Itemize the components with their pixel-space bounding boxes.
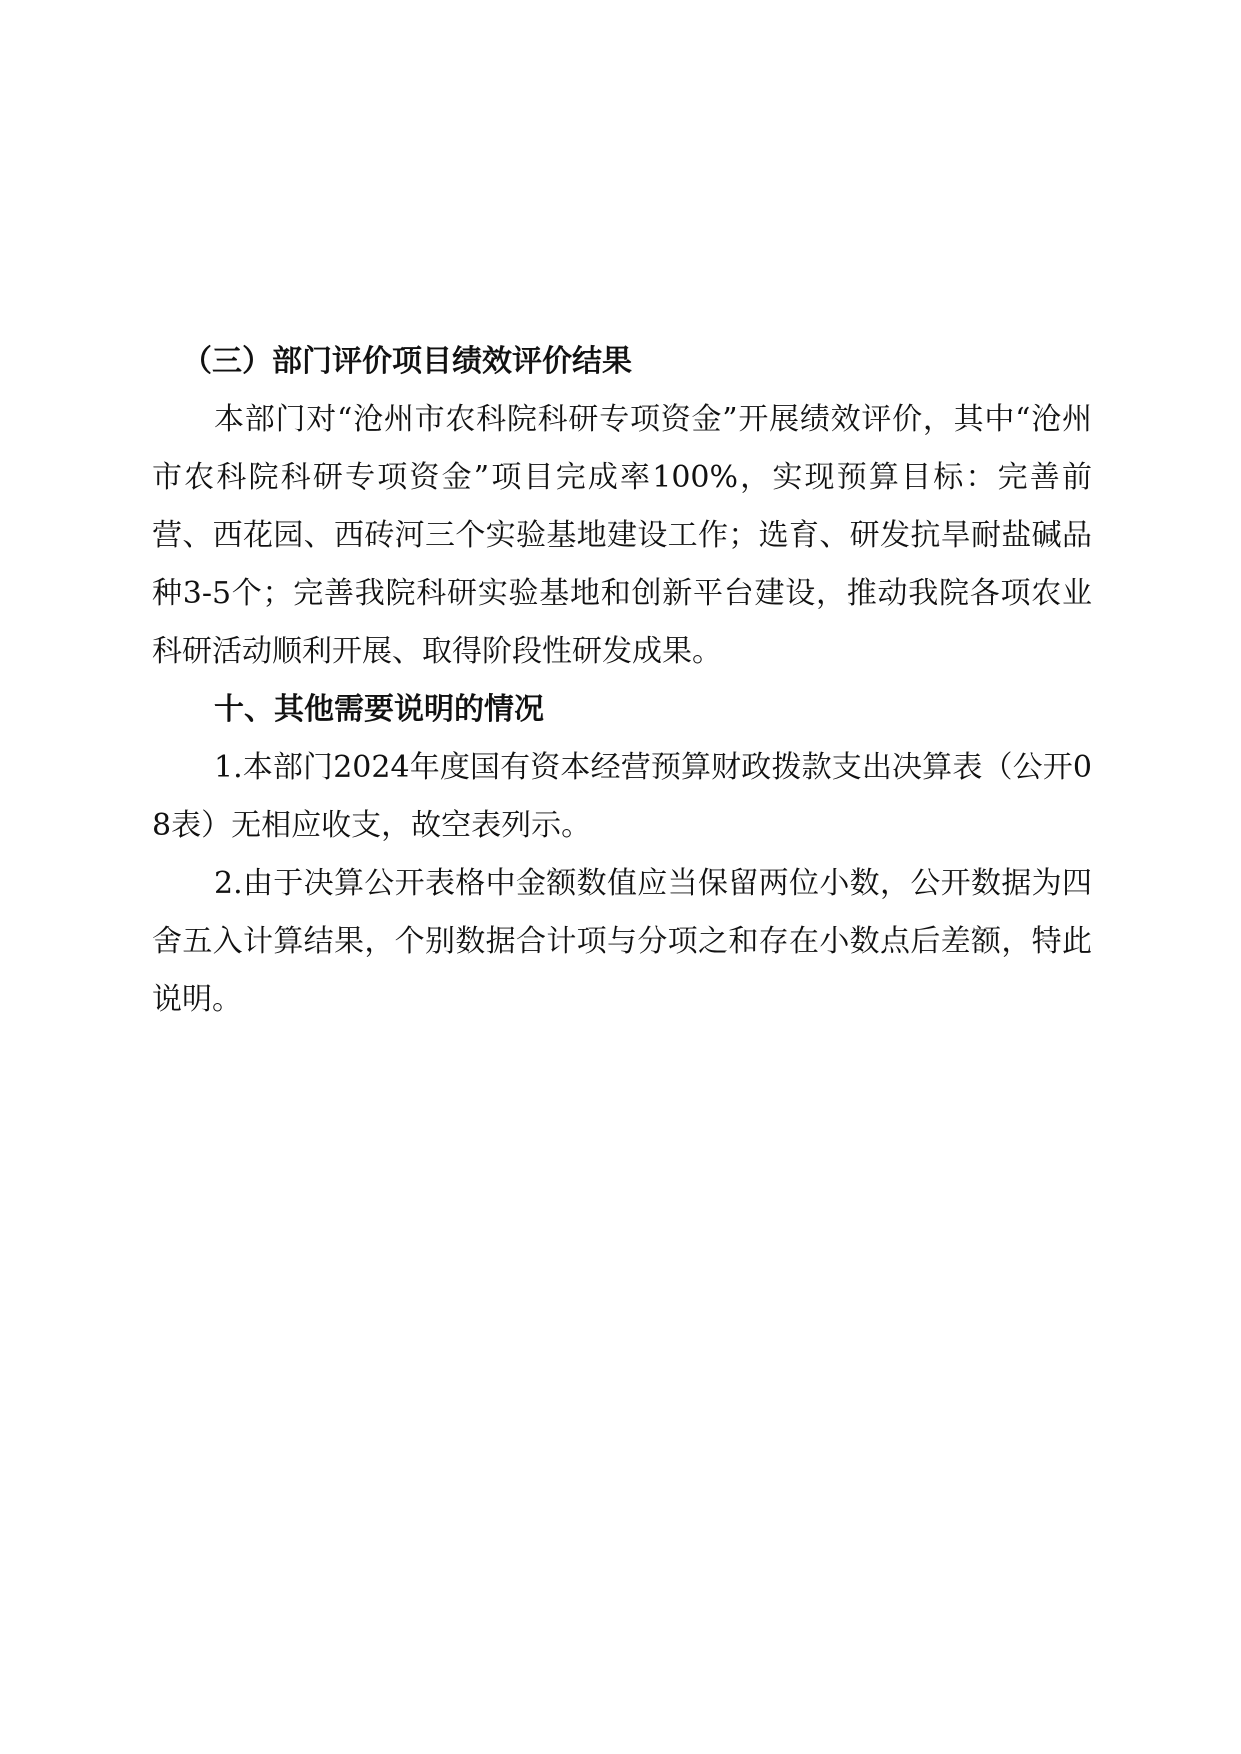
note-paragraph-1: 1.本部门2024年度国有资本经营预算财政拨款支出决算表（公开08表）无相应收支，故空表列示。: [152, 750, 1092, 843]
note-paragraph-2: 2.由于决算公开表格中金额数值应当保留两位小数，公开数据为四舍五入计算结果，个别数据合计项与分项之和存在小数点后差额，特此说明。: [152, 866, 1092, 1017]
section-heading: 十、其他需要说明的情况: [214, 692, 544, 727]
document-body: [152, 333, 1092, 1029]
evaluation-paragraph: 本部门对“沧州市农科院科研专项资金”开展绩效评价，其中“沧州市农科院科研专项资金”项目完成率100%，实现预算目标：完善前营、西花园、西砖河三个实验基地建设工作；选育、研发抗旱耐盐碱品种3-5个；完善我院科研实验基地和创新平台建设，推动我院各项农业科研活动顺利开展、取得阶段性研发成果。: [152, 402, 1092, 669]
subsection-heading: （三）部门评价项目绩效评价结果: [182, 344, 632, 379]
